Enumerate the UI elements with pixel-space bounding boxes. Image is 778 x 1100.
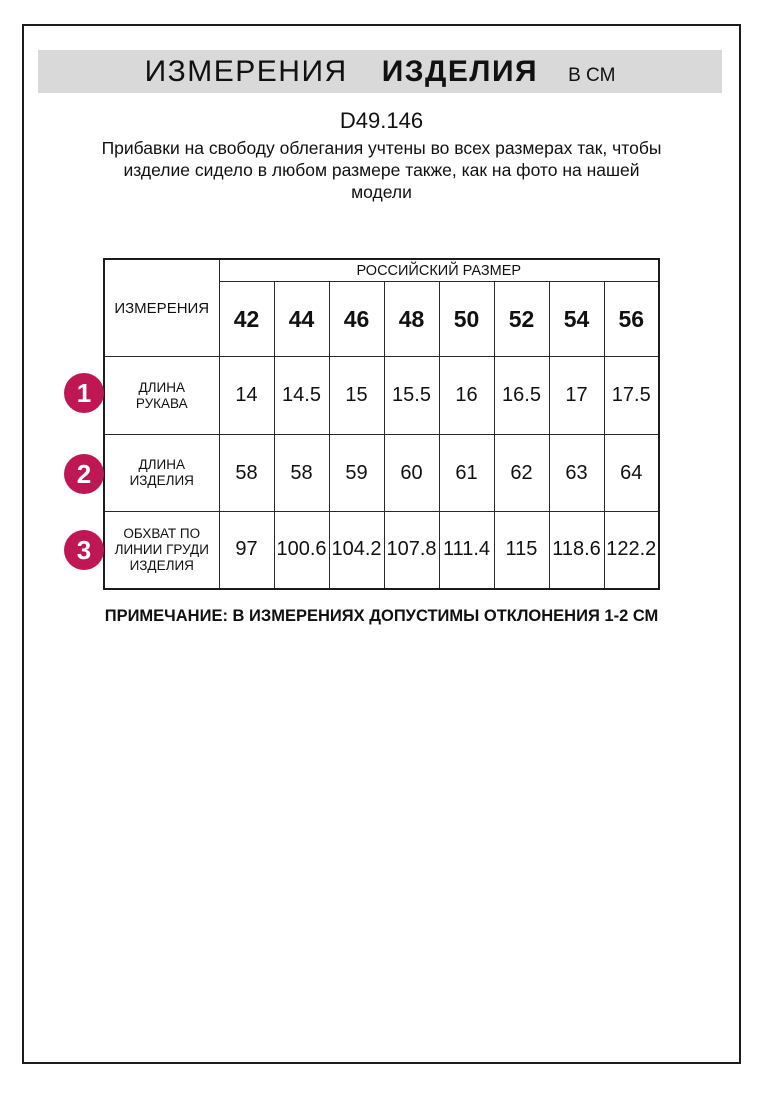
value-cell: 16	[439, 357, 494, 435]
table-row	[104, 435, 659, 512]
size-header: 42	[219, 282, 274, 357]
description-line: изделие сидело в любом размере также, как на фото на нашей	[123, 160, 640, 180]
row-number-badge-1: 1	[64, 373, 104, 413]
note: ПРИМЕЧАНИЕ: В ИЗМЕРЕНИЯХ ДОПУСТИМЫ ОТКЛОНЕНИЯ 1-2 СМ	[104, 607, 659, 625]
value-cell: 15.5	[384, 357, 439, 435]
size-header: 56	[604, 282, 659, 357]
value-cell: 100.6	[274, 512, 329, 589]
value-cell: 118.6	[549, 512, 604, 589]
title-unit: В СМ	[568, 65, 616, 86]
value-cell: 63	[549, 435, 604, 512]
row-label-cell	[104, 435, 219, 512]
size-header: 46	[329, 282, 384, 357]
value-cell: 61	[439, 435, 494, 512]
value-cell: 104.2	[329, 512, 384, 589]
title-product: ИЗДЕЛИЯ	[381, 55, 539, 88]
product-code: D49.146	[339, 108, 424, 133]
measurements-header-cell: ИЗМЕРЕНИЯ	[104, 259, 219, 357]
size-header: 48	[384, 282, 439, 357]
value-cell: 15	[329, 357, 384, 435]
row-number-badge-3: 3	[64, 530, 104, 570]
value-cell: 111.4	[439, 512, 494, 589]
description-line: Прибавки на свободу облегания учтены во всех размерах так, чтобы	[101, 138, 662, 158]
description-line: модели	[351, 182, 412, 202]
value-cell: 59	[329, 435, 384, 512]
value-cell: 115	[494, 512, 549, 589]
value-cell: 62	[494, 435, 549, 512]
value-cell: 58	[274, 435, 329, 512]
row-label: ДЛИНА ИЗДЕЛИЯ	[129, 457, 194, 488]
row-label-cell	[104, 357, 219, 435]
value-cell: 14	[219, 357, 274, 435]
table-row	[104, 357, 659, 435]
value-cell: 97	[219, 512, 274, 589]
size-group-header: РОССИЙСКИЙ РАЗМЕР	[219, 259, 659, 282]
row-number-badge-2: 2	[64, 454, 104, 494]
row-label-cell	[104, 512, 219, 589]
size-header: 52	[494, 282, 549, 357]
value-cell: 64	[604, 435, 659, 512]
title-measurements: ИЗМЕРЕНИЯ	[144, 55, 348, 88]
value-cell: 107.8	[384, 512, 439, 589]
value-cell: 16.5	[494, 357, 549, 435]
size-table	[103, 258, 660, 590]
row-label: ДЛИНА РУКАВА	[135, 379, 188, 411]
size-header: 44	[274, 282, 329, 357]
value-cell: 17.5	[604, 357, 659, 435]
value-cell: 60	[384, 435, 439, 512]
row-label: ОБХВАТ ПО ЛИНИИ ГРУДИ ИЗДЕЛИЯ	[114, 525, 209, 573]
description	[22, 137, 741, 203]
size-header: 50	[439, 282, 494, 357]
table-row	[104, 512, 659, 589]
value-cell: 122.2	[604, 512, 659, 589]
value-cell: 58	[219, 435, 274, 512]
size-header: 54	[549, 282, 604, 357]
value-cell: 17	[549, 357, 604, 435]
title-bar	[38, 50, 722, 93]
value-cell: 14.5	[274, 357, 329, 435]
